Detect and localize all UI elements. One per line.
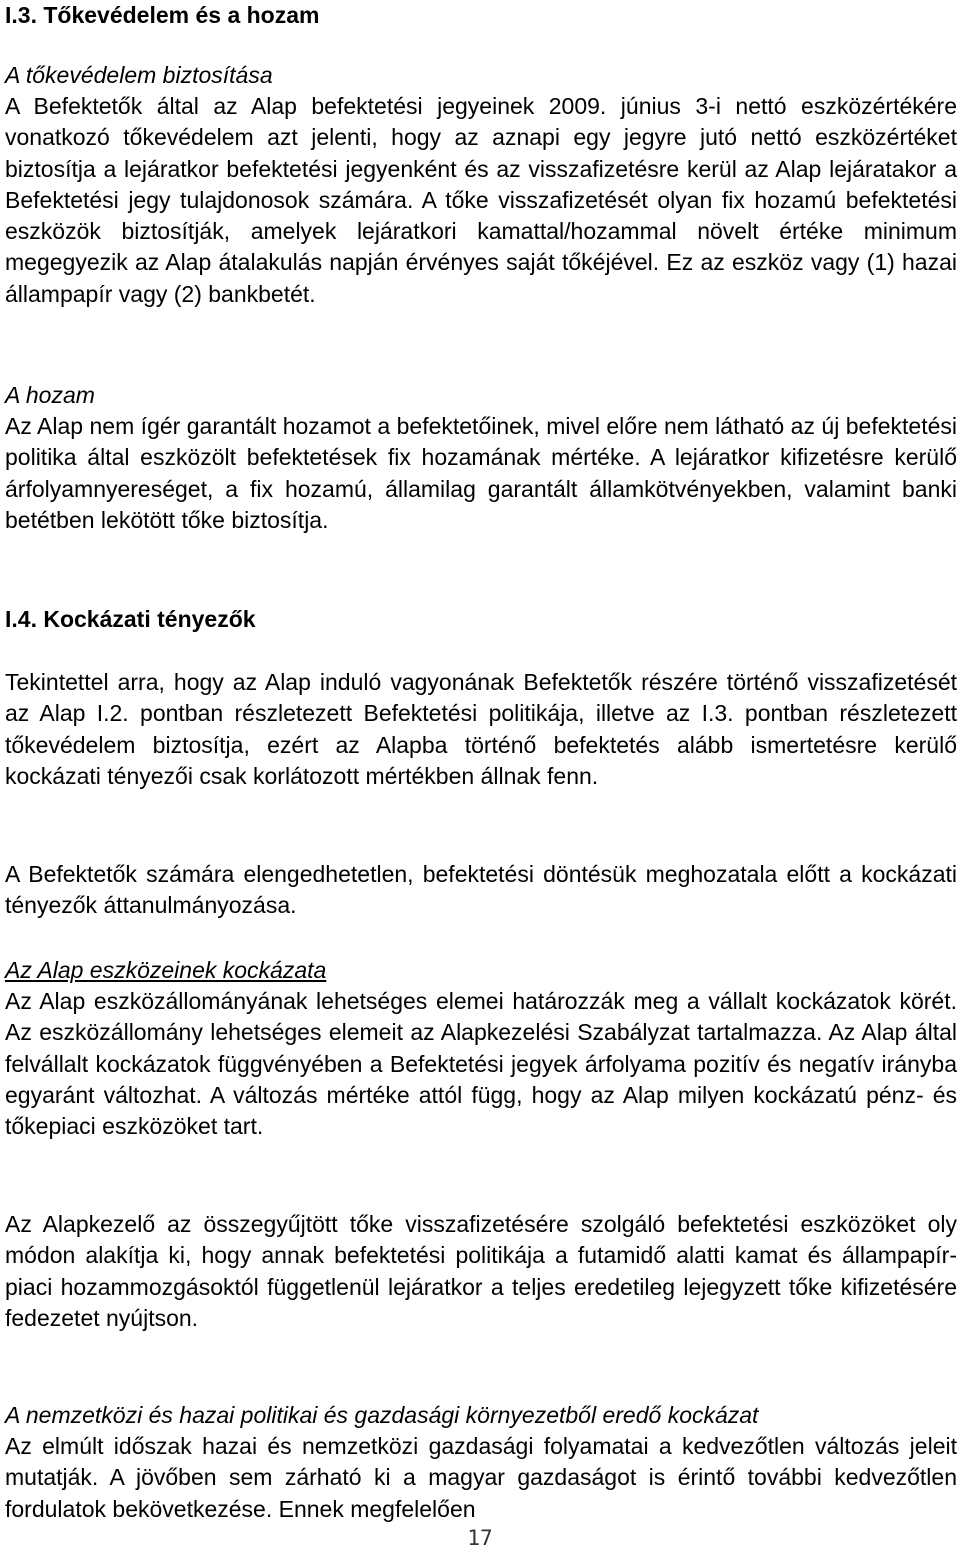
political-risk-paragraph: Az elmúlt időszak hazai és nemzetközi gazdasági folyamatai a kedvezőtlen változás jeleit mutatják. A jövőben sem zárható ki a magyar gazdaságot is érintő további kedvezőtlen fordulatok bekövetkezése. Ennek megfelelően xyxy=(5,1433,957,1522)
capital-protection-subtitle: A tőkevédelem biztosítása xyxy=(5,62,273,88)
risk-study-block xyxy=(5,859,957,922)
page-number: 17 xyxy=(467,1526,493,1550)
asset-risk-paragraph: Az Alap eszközállományának lehetséges elemei határozzák meg a vállalt kockázatok körét. Az eszközállomány lehetséges elemeit az Alapkezelési Szabályzat tartalmazza. Az Alap által felvállalt kockázatok függvényében a Befektetési jegyek árfolyama pozitív és negatív irányba egyaránt változhat. A változás mértéke attól függ, hogy az Alap milyen kockázatú pénz- és tőkepiaci eszközöket tart. xyxy=(5,988,957,1140)
fund-manager-block xyxy=(5,1209,957,1334)
yield-subtitle: A hozam xyxy=(5,382,95,408)
fund-manager-paragraph: Az Alapkezelő az összegyűjtött tőke visszafizetésére szolgáló befektetési eszközöket oly módon alakítja ki, hogy annak befektetési politikája a futamidő alatti kamat és állampapír-piaci hozammozgásoktól függetlenül lejáratkor a teljes eredetileg lejegyzett tőke kifizetésére fedezetet nyújtson. xyxy=(5,1211,957,1331)
capital-protection-block xyxy=(5,60,957,310)
risk-intro-block xyxy=(5,667,957,792)
yield-block xyxy=(5,380,957,536)
risk-intro-paragraph: Tekintettel arra, hogy az Alap induló vagyonának Befektetők részére történő visszafizetését az Alap I.2. pontban részletezett Befektetési politikája, illetve az I.3. pontban részletezett tőkevédelem biztosítja, ezért az Alapba történő befektetés alább ismertetésre kerülő kockázati tényezői csak korlátozott mértékben állnak fenn. xyxy=(5,669,957,789)
political-risk-block xyxy=(5,1400,957,1525)
section-heading-risk-factors: I.4. Kockázati tényezők xyxy=(5,606,256,632)
capital-protection-paragraph: A Befektetők által az Alap befektetési jegyeinek 2009. június 3-i nettó eszközértékére vonatkozó tőkevédelem azt jelenti, hogy az aznapi egy jegyre jutó nettó eszközértéket biztosítja a lejáratkor befektetési jegyenként és az visszafizetésre kerül az Alap lejáratakor a Befektetési jegy tulajdonosok számára. A tőke visszafizetését olyan fix hozamú befektetési eszközök biztosítják, amelyek lejáratkori kamattal/hozammal növelt értéke minimum megegyezik az Alap átalakulás napján érvényes saját tőkéjével. Ez az eszköz vagy (1) hazai állampapír vagy (2) bankbetét. xyxy=(5,93,957,307)
yield-paragraph: Az Alap nem ígér garantált hozamot a befektetőinek, mivel előre nem látható az új befektetési politika által eszközölt befektetések fix hozamának mértéke. A lejáratkor kifizetésre kerülő árfolyamnyereséget, a fix hozamú, államilag garantált államkötvényekben, valamint banki betétben lekötött tőke biztosítja. xyxy=(5,413,957,533)
asset-risk-block xyxy=(5,955,957,1142)
political-risk-subtitle: A nemzetközi és hazai politikai és gazdasági környezetből eredő kockázat xyxy=(5,1402,759,1428)
risk-study-paragraph: A Befektetők számára elengedhetetlen, befektetési döntésük meghozatala előtt a kockázati tényezők áttanulmányozása. xyxy=(5,861,957,919)
asset-risk-subtitle: Az Alap eszközeinek kockázata xyxy=(5,957,327,983)
section-heading-capital-protection: I.3. Tőkevédelem és a hozam xyxy=(5,2,320,28)
